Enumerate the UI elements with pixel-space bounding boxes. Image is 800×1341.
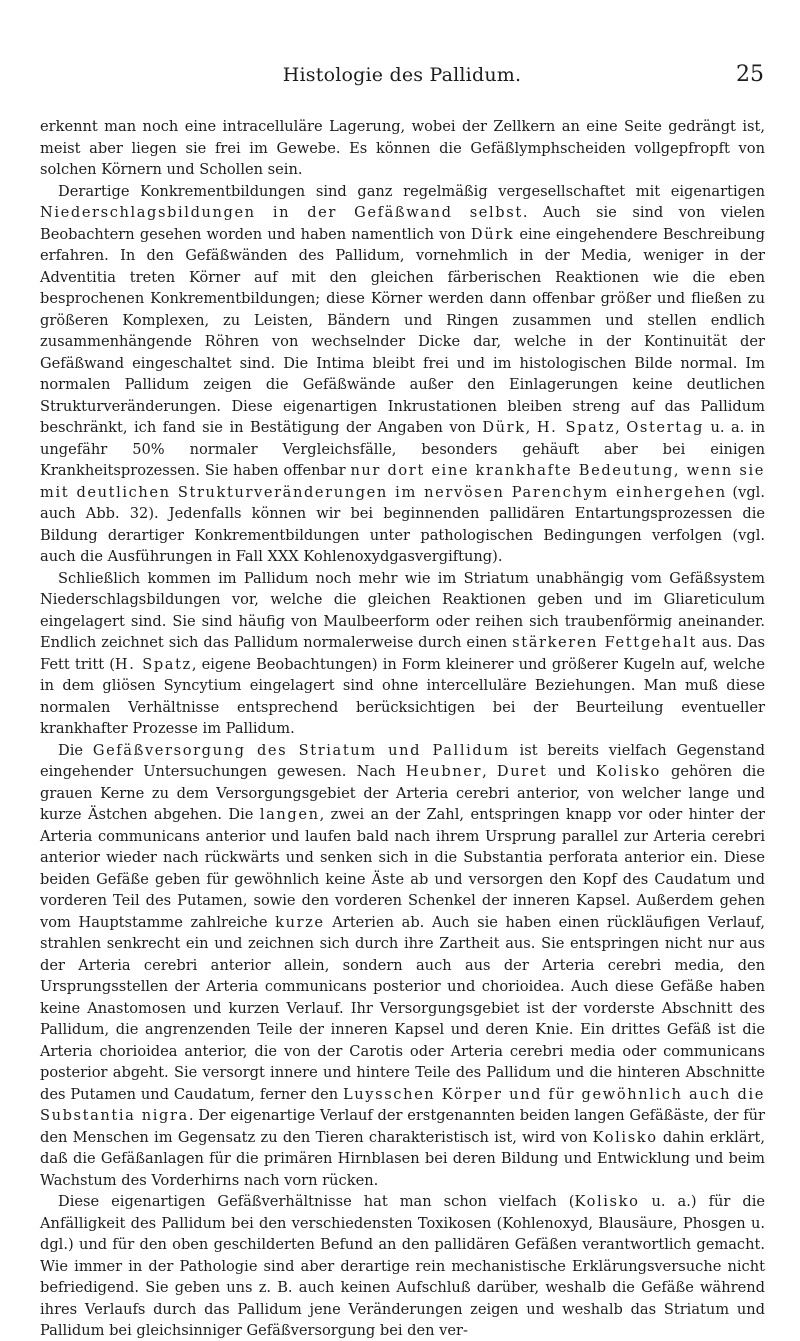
text-run: u. a.) für die Anfälligkeit des Pallidum bei den verschiedensten Toxikosen (Kohlenoxyd, Blausäure, Phosgen u. dgl.) und für den oben geschilderten Befund an den pallidären Gefäßen verantwortlich gemacht. Wie immer in der Pathologie sind aber derartige rein mechanistische Erklärungsversuche nicht befriedigend. Sie geben uns z. B. auch keinen Aufschluß darüber, weshalb die Gefäße während ihres Verlaufs durch das Pallidum jene Veränderungen zeigen und weshalb das Striatum und Pallidum bei gleichsinniger Gefäßversorgung bei den ver- — [40, 1193, 765, 1339]
spaced-emphasis: H. Spatz — [114, 655, 192, 673]
spaced-emphasis: kurze — [275, 913, 325, 931]
spaced-emphasis: Kolisko — [595, 763, 661, 780]
spaced-emphasis: H. Spatz — [536, 419, 616, 436]
text-run: Die — [58, 741, 93, 759]
spaced-emphasis: nur dort eine krankhafte Bedeutung, wenn sie mit deutlichen Strukturveränderungen im nervösen Parenchym einhergehen — [40, 462, 765, 501]
text-run: . Der eigenartige Verlauf der erstgenannten beiden langen Gefäßäste, der für den Menschen im Gegensatz zu den Tieren charakteristisch ist, wird von — [40, 1107, 766, 1146]
paragraph — [40, 740, 765, 1192]
text-run: Diese eigenartigen Gefäßverhältnisse hat man schon vielfach ( — [58, 1193, 575, 1210]
spaced-emphasis: langen — [259, 806, 320, 823]
running-title: Histologie des Pallidum. — [282, 64, 522, 86]
paragraph — [40, 568, 765, 740]
spaced-emphasis: Kolisko — [592, 1128, 658, 1146]
spaced-emphasis: stärkeren Fettgehalt — [512, 634, 697, 651]
text-run: , — [615, 419, 627, 436]
text-run: und — [547, 763, 596, 780]
paragraph — [40, 181, 765, 568]
page-number: 25 — [736, 62, 764, 87]
spaced-emphasis: Niederschlagsbildungen in der Gefäßwand selbst — [40, 204, 523, 221]
text-run: Arterien ab. Auch sie haben einen rückläufigen Verlauf, strahlen senkrecht ein und zeichnen sich durch ihre Zartheit aus. Sie entspringen nicht nur aus der Arteria cerebri anterior allein, sondern auch aus der Arteria cerebri media, den Ursprungsstellen der Arteria communicans posterior und chorioidea. Auch diese Gefäße haben keine Anastomosen und kurzen Verlauf. Ihr Versorgungsgebiet ist der vorderste Abschnitt des Pallidum, die angrenzenden Teile der inneren Kapsel und deren Knie. Ein drittes Gefäß ist die Arteria chorioidea anterior, die von der Carotis oder Arteria cerebri media oder communicans posterior abgeht. Sie versorgt innere und hintere Teile des Pallidum und die hinteren Abschnitte des Putamen und Caudatum, ferner den — [40, 913, 765, 1103]
body-text — [40, 116, 765, 1341]
spaced-emphasis: Heubner — [405, 763, 483, 780]
text-run: , eigene Beobachtungen) in Form kleinerer und größerer Kugeln auf, welche in dem gliösen Syncytium eingelagert sind ohne intercelluläre Beziehungen. Man muß diese normalen Verhältnisse entsprechend berücksichtigen bei der Beurteilung eventueller krankhafter Prozesse im Pallidum. — [40, 655, 765, 737]
text-run: gehören die grauen Kerne zu dem Versorgungsgebiet der Arteria cerebri anterior, von welcher lange und kurze Ästchen abgehen. Die — [40, 763, 765, 823]
text-run: u. a. in ungefähr 50% normaler Vergleichsfälle, besonders gehäuft aber bei einigen Krankheitsprozessen. Sie haben offenbar — [40, 419, 765, 479]
text-run: Schließlich kommen im Pallidum noch mehr wie im Striatum unabhängig vom Gefäßsystem Niederschlagsbildungen vor, welche die gleichen Reaktionen geben und im Gliareticulum eingelagert sind. Sie sind häufig von Maulbeerform oder reihen sich traubenförmig aneinander. Endlich zeichnet sich das Pallidum normalerweise durch einen — [40, 569, 765, 651]
spaced-emphasis: Dürk — [470, 225, 515, 243]
paragraph — [40, 116, 765, 181]
spaced-emphasis: Duret — [496, 763, 548, 780]
spaced-emphasis: Ostertag — [626, 419, 704, 436]
text-run: erkennt man noch eine intracelluläre Lagerung, wobei der Zellkern an eine Seite gedrängt ist, meist aber liegen sie frei im Gewebe. Es können die Gefäßlymphscheiden vollgepfropft von solchen Körnern und Schollen sein. — [40, 118, 765, 178]
text-run: , zwei an der Zahl, entspringen knapp vor oder hinter der Arteria communicans anterior und laufen bald nach ihrem Ursprung parallel zur Arteria cerebri anterior wieder nach rückwärts und senken sich in die Substantia perforata anterior ein. Diese beiden Gefäße geben für gewöhnlich keine Äste ab und versorgen den Kopf des Caudatum und vorderen Teil des Putamen, sowie den vorderen Schenkel der inneren Kapsel. Außerdem gehen vom Hauptstamme zahlreiche — [40, 806, 765, 931]
text-run: eine eingehendere Beschreibung erfahren. In den Gefäßwänden des Pallidum, vornehmlich in der Media, weniger in der Adventitia treten Körner auf mit den gleichen färberischen Reaktionen wie die eben besprochenen Konkrementbildungen; diese Körner werden dann offenbar größer und fließen zu größeren Komplexen, zu Leisten, Bändern und Ringen zusammen und stellen endlich zusammenhängende Röhren von wechselnder Dicke dar, welche in der Kontinuität der Gefäßwand eingeschaltet sind. Die Intima bleibt frei und im histologischen Bilde normal. Im normalen Pallidum zeigen die Gefäßwände außer den Einlagerungen keine deutlichen Strukturveränderungen. Diese eigenartigen Inkrustationen bleiben streng auf das Pallidum beschränkt, ich fand sie in Bestätigung der Angaben von — [40, 225, 765, 436]
running-head — [40, 64, 764, 90]
text-run: Derartige Konkrementbildungen sind ganz regelmäßig vergesellschaftet mit eigenartigen — [58, 182, 765, 200]
text-run: ist bereits vielfach Gegenstand eingehender Untersuchungen gewesen. Nach — [40, 741, 765, 780]
spaced-emphasis: Gefäßversorgung des Striatum und Pallidum — [92, 741, 510, 759]
text-run: (vgl. auch Abb. 32). Jedenfalls können wir bei beginnenden pallidären Entartungsprozessen die Bildung derartiger Konkrementbildungen unter pathologischen Bedingungen verfolgen (vgl. auch die Ausführungen in Fall XXX Kohlenoxydgasvergiftung). — [40, 483, 765, 565]
paragraph — [40, 1191, 765, 1341]
text-run: . Auch sie sind von vielen Beobachtern gesehen worden und haben namentlich von — [40, 204, 765, 243]
spaced-emphasis: Luysschen Körper und für gewöhnlich auch die Substantia nigra — [40, 1085, 765, 1124]
text-run: aus. Das Fett tritt ( — [40, 634, 765, 673]
spaced-emphasis: Dürk — [482, 419, 526, 436]
text-run: , — [525, 419, 537, 436]
text-run: , — [482, 763, 497, 780]
spaced-emphasis: Kolisko — [574, 1193, 640, 1210]
text-run: dahin erklärt, daß die Gefäßanlagen für die primären Hirnblasen bei deren Bildung und Entwicklung und beim Wachstum des Vorderhirns nach vorn rücken. — [40, 1128, 765, 1189]
